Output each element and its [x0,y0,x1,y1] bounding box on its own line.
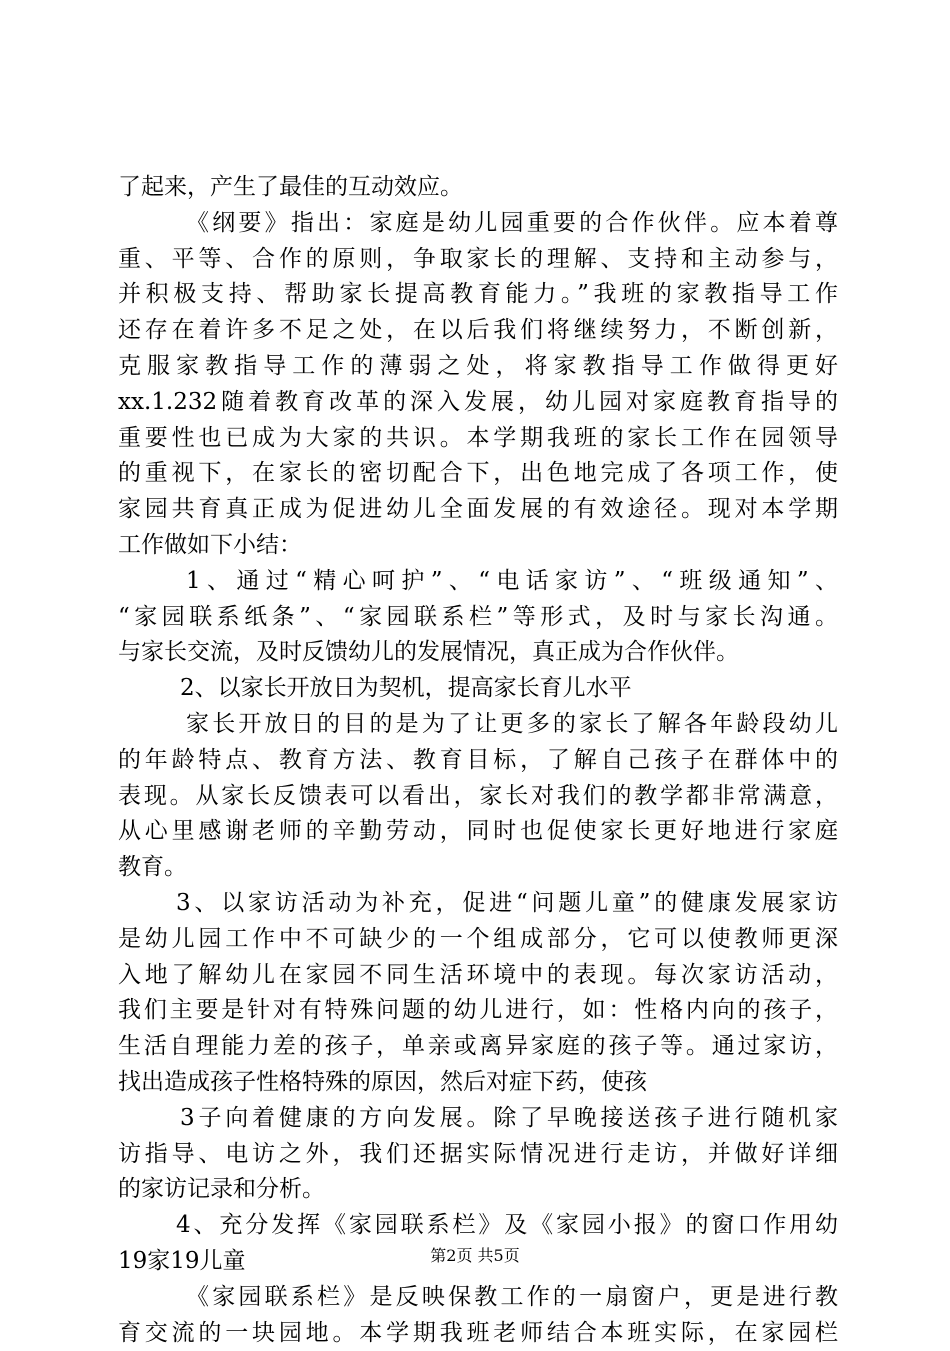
text-line: 与家长交流，及时反馈幼儿的发展情况，真正成为合作伙伴。 [118,635,838,671]
text-line: 入地了解幼儿在家园不同生活环境中的表现。每次家访活动， [118,958,838,994]
text-line: xx.1.232随着教育改革的深入发展，幼儿园对家庭教育指导的 [118,385,838,421]
text-line: 重要性也已成为大家的共识。本学期我班的家长工作在园领导 [118,421,838,457]
text-line: 从心里感谢老师的辛勤劳动，同时也促使家长更好地进行家庭 [118,814,838,850]
text-line: 重、平等、合作的原则，争取家长的理解、支持和主动参与， [118,242,838,278]
body-text [118,170,838,1351]
text-line: 《家园联系栏》是反映保教工作的一扇窗户，更是进行教 [118,1280,838,1316]
text-line: 教育。 [118,850,838,886]
page-footer: 第2页 共5页 [0,1246,950,1266]
text-line: 3子向着健康的方向发展。除了早晚接送孩子进行随机家 [118,1101,838,1137]
text-line: 2、以家长开放日为契机，提高家长育儿水平 [118,671,838,707]
text-line: 1、通过“精心呵护”、“电话家访”、“班级通知”、 [118,564,838,600]
text-line: 《纲要》指出：家庭是幼儿园重要的合作伙伴。应本着尊 [118,206,838,242]
text-line: 的家访记录和分析。 [118,1172,838,1208]
text-line: 家长开放日的目的是为了让更多的家长了解各年龄段幼儿 [118,707,838,743]
text-line: 克服家教指导工作的薄弱之处，将家教指导工作做得更好 [118,349,838,385]
text-line: 表现。从家长反馈表可以看出，家长对我们的教学都非常满意， [118,779,838,815]
text-line: 我们主要是针对有特殊问题的幼儿进行，如：性格内向的孩子， [118,993,838,1029]
text-line: 育交流的一块园地。本学期我班老师结合本班实际，在家园栏 [118,1316,838,1351]
text-line: 生活自理能力差的孩子，单亲或离异家庭的孩子等。通过家访， [118,1029,838,1065]
text-line: 的重视下，在家长的密切配合下，出色地完成了各项工作，使 [118,456,838,492]
text-line: 工作做如下小结： [118,528,838,564]
text-line: 3、以家访活动为补充，促进“问题儿童”的健康发展家访 [118,886,838,922]
text-line: 找出造成孩子性格特殊的原因，然后对症下药，使孩 [118,1065,838,1101]
text-line: 是幼儿园工作中不可缺少的一个组成部分，它可以使教师更深 [118,922,838,958]
text-line: 访指导、电访之外，我们还据实际情况进行走访，并做好详细 [118,1137,838,1173]
text-line: “家园联系纸条”、“家园联系栏”等形式，及时与家长沟通。 [118,600,838,636]
text-line: 了起来，产生了最佳的互动效应。 [118,170,838,206]
text-line: 4、充分发挥《家园联系栏》及《家园小报》的窗口作用幼 [118,1208,838,1244]
text-line: 并积极支持、帮助家长提高教育能力。”我班的家教指导工作 [118,277,838,313]
text-line: 家园共育真正成为促进幼儿全面发展的有效途径。现对本学期 [118,492,838,528]
text-line: 19家19儿童 [118,1244,838,1280]
text-line: 的年龄特点、教育方法、教育目标，了解自己孩子在群体中的 [118,743,838,779]
text-line: 还存在着许多不足之处，在以后我们将继续努力，不断创新， [118,313,838,349]
